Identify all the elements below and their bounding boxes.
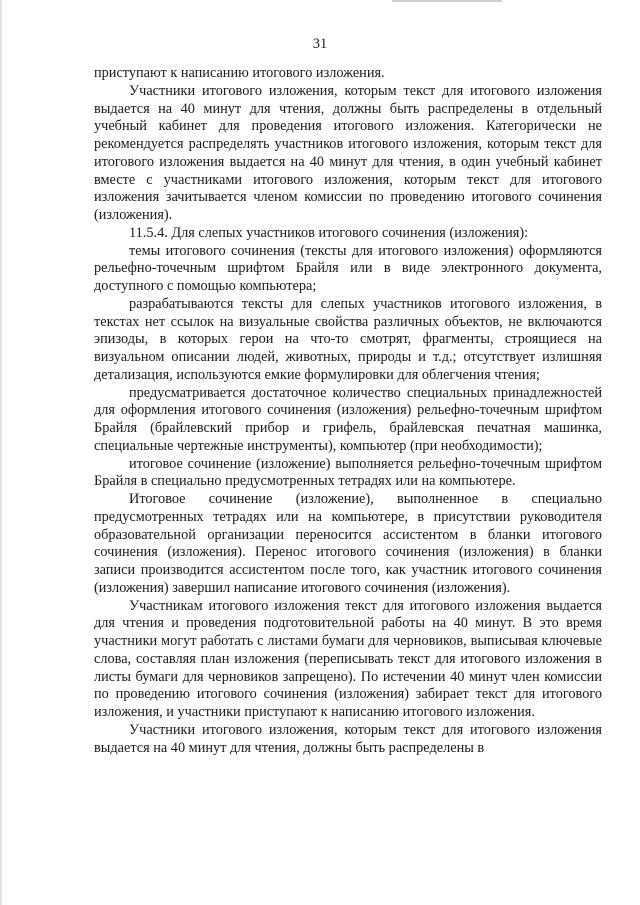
paragraph: разрабатываются тексты для слепых участников итогового изложения, в текстах нет ссылок на визуальные свойства различных объектов, не включаются эпизоды, в которых герои на что-то смотрят, фрагменты, строящиеся на визуальном описании людей, животных, природы и т.д.; отсутствует излишняя детализация, используются емкие формулировки для облегчения чтения;: [94, 295, 602, 383]
paragraph: Итоговое сочинение (изложение), выполненное в специально предусмотренных тетрадях или на компьютере, в присутствии руководителя образовательной организации переносится ассистентом в бланки итогового сочинения (изложения). Перенос итогового сочинения (изложения) в бланки записи производится ассистентом после того, как участник итогового сочинения (изложения) завершил написание итогового сочинения (изложения).: [94, 491, 602, 596]
scan-edge-shadow: [0, 0, 3, 905]
section-heading-11-5-4: 11.5.4. Для слепых участников итогового сочинения (изложения):: [129, 224, 529, 241]
document-body: [94, 65, 602, 757]
paragraph: темы итогового сочинения (тексты для итогового изложения) оформляются рельефно-точечным шрифтом Брайля или в виде электронного документа, доступного с помощью компьютера;: [94, 242, 602, 294]
paragraph: Участникам итогового изложения текст для итогового изложения выдается для чтения и проведения подготовительной работы на 40 минут. В это время участники могут работать с листами бумаги для черновиков, выписывая ключевые слова, составляя план изложения (переписывать текст для итогового изложения в листы бумаги для черновиков запрещено). По истечении 40 минут член комиссии по проведению итогового сочинения (изложения) забирает текст для итогового изложения, и участники приступают к написанию итогового изложения.: [94, 597, 602, 720]
paragraph: Участники итогового изложения, которым текст для итогового изложения выдается на 40 минут для чтения, должны быть распределены в отдельный учебный кабинет для проведения итогового изложения. Категорически не рекомендуется распределять участников итогового изложения, которым текст для итогового изложения выдается на 40 минут для чтения, в один учебный кабинет вместе с участниками итогового изложения, которым текст для итогового изложения зачитывается членом комиссии по проведению итогового сочинения (изложения).: [94, 82, 602, 223]
paragraph: Участники итогового изложения, которым текст для итогового изложения выдается на 40 минут для чтения, должны быть распределены в: [94, 721, 602, 756]
paragraph: предусматривается достаточное количество специальных принадлежностей для оформления итогового сочинения (изложения) рельефно-точечным шрифтом Брайля (брайлевский прибор и грифель, брайлевская печатная машинка, специальные чертежные инструменты), компьютер (при необходимости);: [94, 384, 602, 454]
scan-artifact-line: [392, 0, 502, 2]
paragraph: итоговое сочинение (изложение) выполняется рельефно-точечным шрифтом Брайля в специально предусмотренных тетрадях или на компьютере.: [94, 455, 602, 490]
paragraph-continuation: приступают к написанию итогового изложения.: [94, 65, 385, 81]
page-number: 31: [312, 36, 328, 52]
